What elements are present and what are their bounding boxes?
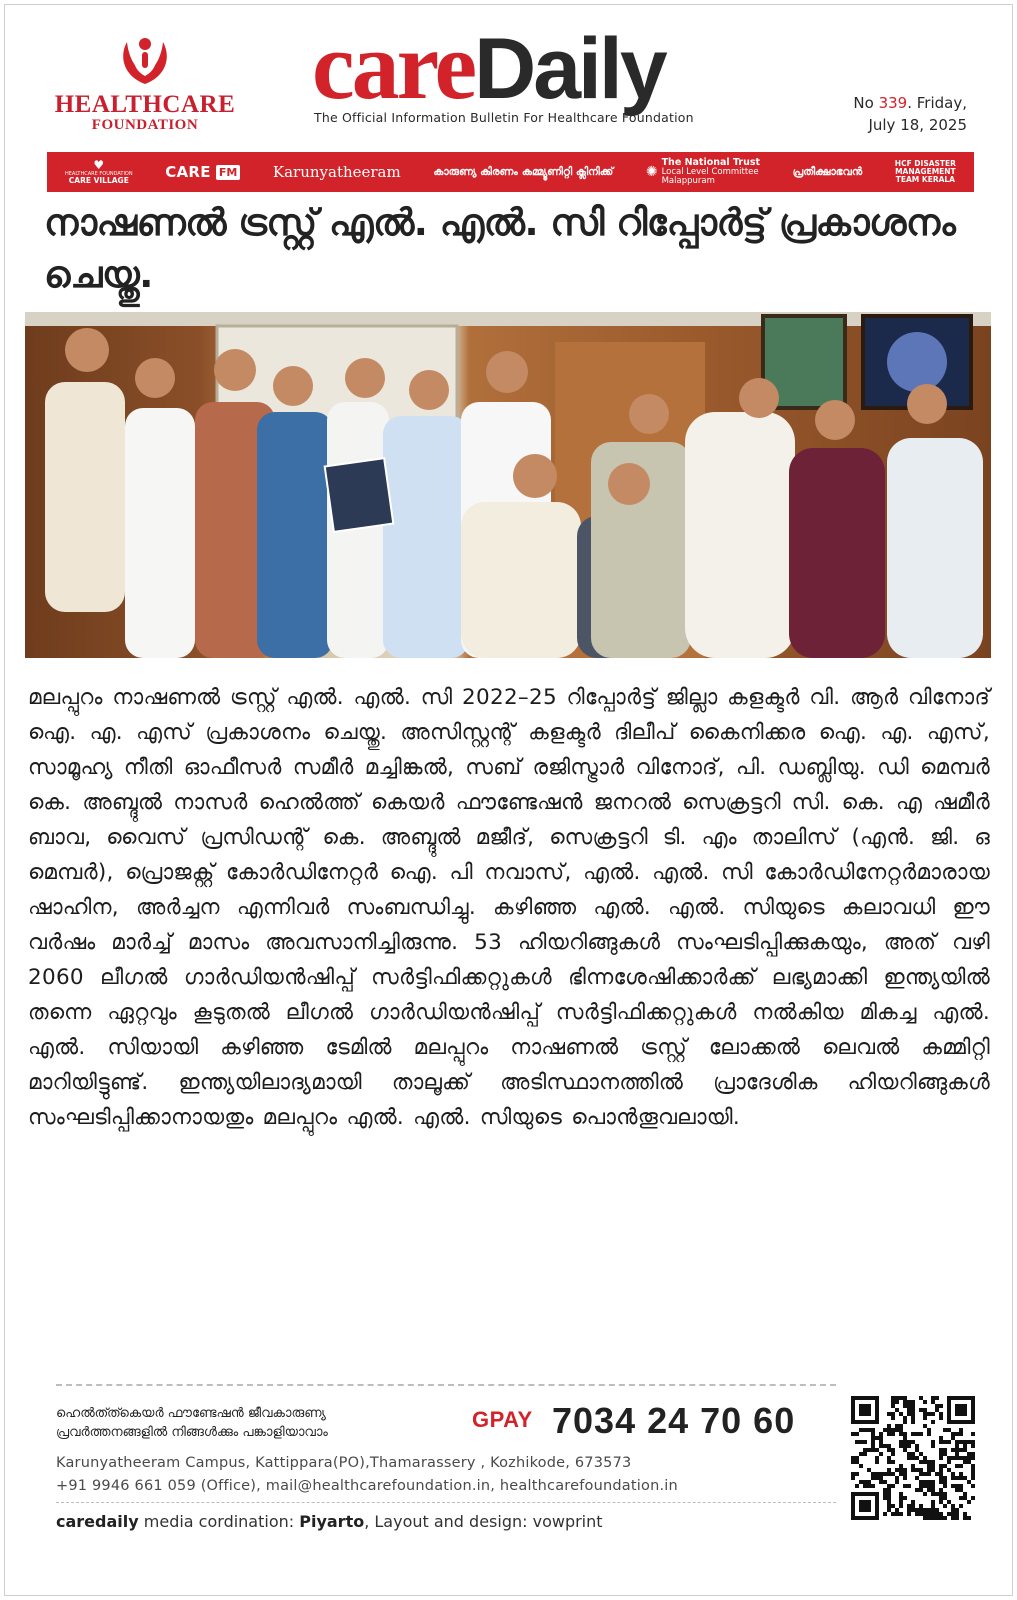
footer-appeal — [56, 1404, 328, 1442]
headline: നാഷണൽ ട്രസ്റ്റ് എൽ. എൽ. സി റിപ്പോർട്ട് പ്രകാശനം ചെയ്തു. — [44, 201, 956, 296]
footer-appeal-line2: പ്രവർത്തനങ്ങളിൽ നിങ്ങൾക്കും പങ്കാളിയാവാം — [56, 1425, 328, 1440]
trust-emblem-icon: ✺ — [645, 164, 658, 180]
care-village-label: CARE VILLAGE — [68, 176, 129, 185]
org-sub: FOUNDATION — [91, 117, 199, 133]
trust-line2: Local Level Committee — [661, 167, 759, 177]
partner-hcf-disaster — [895, 160, 956, 184]
issue-number: 339 — [878, 94, 908, 112]
credit-name2: vowprint — [532, 1512, 603, 1531]
care-village-top: HEALTHCARE FOUNDATION — [65, 171, 133, 177]
donation-phone: 7034 24 70 60 — [552, 1400, 796, 1441]
footer-divider-top — [56, 1384, 836, 1386]
trust-line3: Malappuram — [661, 176, 715, 186]
credits — [56, 1512, 603, 1531]
partner-care-fm — [165, 163, 240, 181]
footer-address-block — [56, 1452, 678, 1498]
org-name: HEALTHCARE — [54, 91, 236, 118]
tagline: The Official Information Bulletin For Healthcare Foundation — [314, 110, 694, 125]
qr-code-icon — [851, 1396, 975, 1520]
karunyatheeram-label: Karunyatheeram — [272, 163, 401, 181]
partner-national-trust — [646, 158, 760, 186]
footer-divider-bottom — [56, 1502, 836, 1503]
credit-text2: , Layout and design: — [364, 1512, 533, 1531]
care-fm-a: CARE — [165, 163, 211, 181]
issue-date: July 18, 2025 — [868, 116, 967, 134]
partner-karunyatheeram — [273, 163, 401, 181]
partner-community-clinic — [522, 166, 613, 179]
footer-appeal-line1: ഹെൽത്ത്കെയർ ഫൗണ്ടേഷൻ ജീവകാരുണ്യ — [56, 1406, 326, 1421]
care-fm-b: FM — [216, 165, 240, 180]
community-clinic-label: കമ്മ്യൂണിറ്റി ക്ലിനിക്ക് — [521, 165, 614, 178]
credit-text1: media cordination: — [138, 1512, 300, 1531]
hcf-line2: MANAGEMENT — [895, 167, 956, 176]
credit-brand: caredaily — [56, 1512, 139, 1531]
issue-info — [853, 92, 967, 136]
trust-line1: The National Trust — [661, 157, 761, 168]
brand-care: care — [312, 12, 475, 119]
care-daily-wordmark — [312, 12, 665, 148]
partner-pratheekshabhavan — [793, 166, 863, 179]
contact: +91 9946 661 059 (Office), mail@healthcarefoundation.in, healthcarefoundation.in — [56, 1478, 678, 1494]
healthcare-foundation-logo — [40, 32, 250, 133]
credit-name1: Piyarto — [299, 1512, 365, 1531]
hcf-line3: TEAM KERALA — [895, 175, 955, 184]
article-body: മലപ്പുറം നാഷണൽ ട്രസ്റ്റ് എൽ. എൽ. സി 2022–25 റിപ്പോർട്ട് ജില്ലാ കളക്ടർ വി. ആർ വിനോദ് ഐ. എ. എസ് പ്രകാശനം ചെയ്തു. അസിസ്റ്റന്റ് കളക്ടർ ദിലീപ് കൈനിക്കര ഐ. എ. എസ്, സാമൂഹ്യ നീതി ഓഫീസർ സമീർ മച്ചിങ്കൽ, സബ് രജിസ്ട്രാർ വിനോദ്, പി. ഡബ്ലിയു. ഡി മെമ്പർ കെ. അബ്ദുൽ നാസർ ഹെൽത്ത് കെയർ ഫൗണ്ടേഷൻ ജനറൽ സെക്രട്ടറി സി. കെ. എ ഷമീർ ബാവ, വൈസ് പ്രസിഡന്റ് കെ. അബ്ദുൽ മജീദ്, സെക്രട്ടറി ടി. എം താലിസ് (എൻ. ജി. ഒ മെമ്പർ), പ്രൊജക്റ്റ് കോർഡിനേറ്റർ ഐ. പി നവാസ്, എൽ. എൽ. സി കോർഡിനേറ്റർമാരായ ഷാഹിന, അർച്ചന എന്നിവർ സംബന്ധിച്ചു. കഴിഞ്ഞ എൽ. എൽ. സിയുടെ കലാവധി ഈ വർഷം മാർച്ച് മാസം അവസാനിച്ചിരുന്നു. 53 ഹിയറിങ്ങുകൾ സംഘടിപ്പിക്കുകയും, അത് വഴി 2060 ലീഗൽ ഗാർഡിയൻഷിപ്പ് സർട്ടിഫിക്കറ്റുകൾ ഭിന്നശേഷിക്കാർക്ക് ലഭ്യമാക്കി ഇന്ത്യയിൽ തന്നെ ഏറ്റവും കൂടുതൽ ലീഗൽ ഗാർഡിയൻഷിപ്പ് സർട്ടിഫിക്കറ്റുകൾ നൽകിയ മികച്ച എൽ. എൽ. സിയായി കഴിഞ്ഞ ടേമിൽ മലപ്പുറം നാഷണൽ ട്രസ്റ്റ് ലോക്കൽ ലെവൽ കമ്മിറ്റി മാറിയിട്ടുണ്ട്. ഇന്ത്യയിലാദ്യമായി താലൂക്ക് അടിസ്ഥാനത്തിൽ പ്രാദേശിക ഹിയറിങ്ങുകൾ സംഘടിപ്പിക്കാനായതും മലപ്പുറം എൽ. എൽ. സിയുടെ പൊൻതൂവലായി. — [28, 685, 990, 1130]
pratheekshabhavan-label: പ്രതീക്ഷാഭവൻ — [792, 165, 863, 178]
karunya-kiranam-label: കാരുണ്യ കിരണം — [433, 165, 518, 178]
heart-icon: ♥ — [93, 158, 105, 172]
event-photo — [25, 312, 991, 658]
address: Karunyatheeram Campus, Kattippara(PO),Thamarassery , Kozhikode, 673573 — [56, 1455, 632, 1471]
partner-care-village — [65, 159, 133, 185]
foundation-emblem-icon — [115, 32, 175, 88]
hcf-line1: HCF DISASTER — [894, 159, 956, 168]
brand-daily: Daily — [474, 21, 665, 117]
partners-bar — [47, 152, 974, 192]
partner-karunya-kiranam — [433, 165, 518, 178]
issue-prefix: No — [853, 94, 879, 112]
issue-day: . Friday, — [907, 94, 967, 112]
gpay-label: GPAY — [472, 1407, 533, 1432]
